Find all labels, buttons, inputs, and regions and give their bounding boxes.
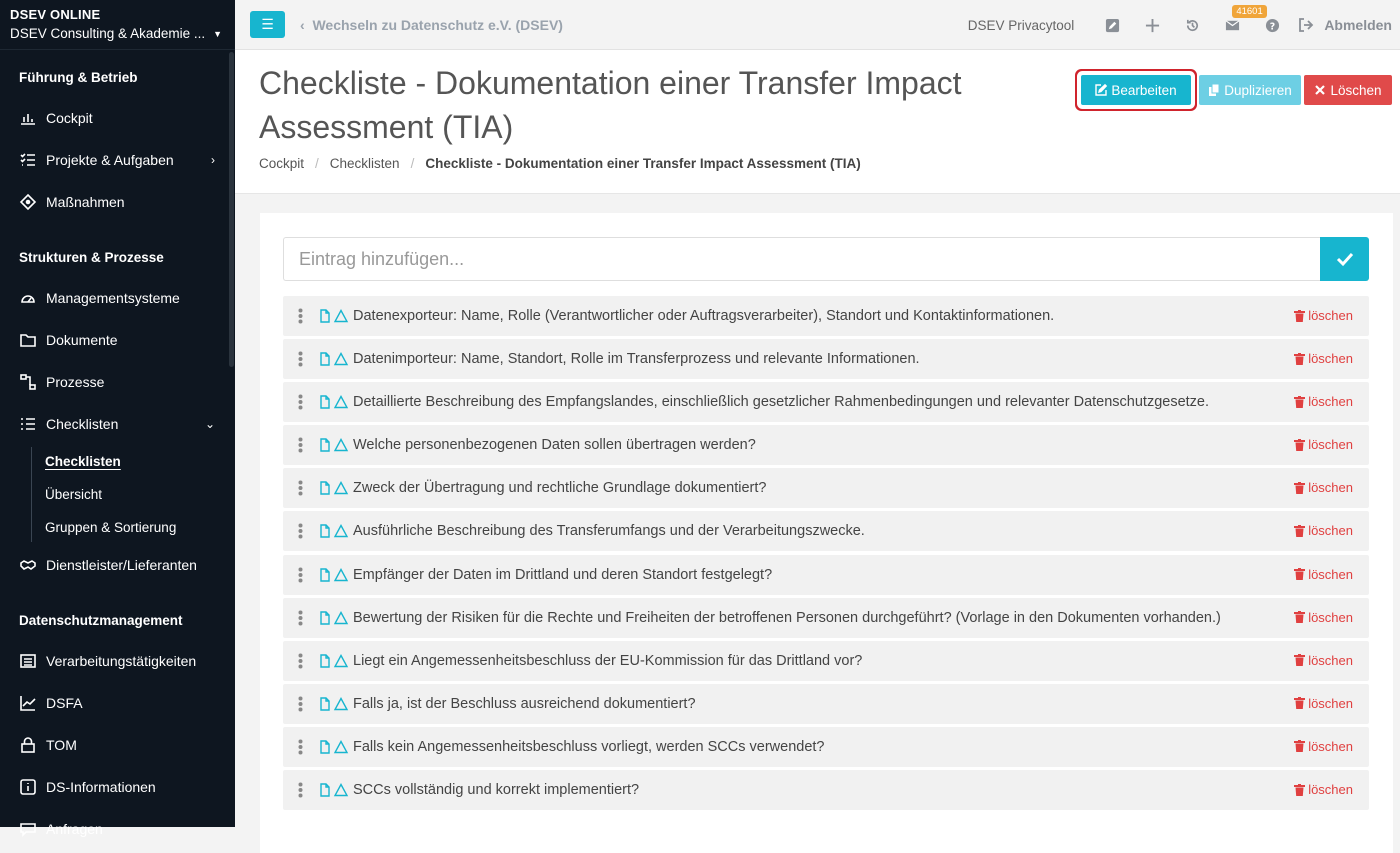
delete-item-link[interactable] bbox=[1294, 394, 1353, 409]
document-icon[interactable] bbox=[318, 395, 332, 409]
warning-triangle-icon[interactable] bbox=[334, 524, 348, 538]
edit-icon bbox=[1105, 18, 1120, 33]
logout-icon bbox=[1298, 17, 1314, 33]
checklist-item-text: SCCs vollständig und korrekt implementiert? bbox=[353, 782, 640, 799]
sidebar-item-label: Verarbeitungstätigkeiten bbox=[46, 653, 197, 669]
delete-item-label: löschen bbox=[1308, 351, 1353, 367]
copy-icon bbox=[1208, 84, 1220, 96]
checklist-item-text: Falls kein Angemessenheitsbeschluss vorliegt, werden SCCs verwendet? bbox=[353, 738, 825, 755]
topbar-actions bbox=[968, 0, 1400, 50]
checklist-item[interactable] bbox=[283, 296, 1369, 336]
checklist-items bbox=[283, 296, 1369, 813]
list-icon bbox=[19, 415, 37, 433]
delete-item-link[interactable] bbox=[1294, 739, 1353, 754]
sidebar-scrollbar[interactable] bbox=[229, 52, 234, 367]
sidebar-item-prozesse[interactable] bbox=[0, 361, 235, 403]
trash-icon bbox=[1294, 525, 1305, 537]
drag-handle-icon[interactable] bbox=[283, 696, 318, 712]
breadcrumb-separator: / bbox=[315, 156, 319, 171]
delete-item-link[interactable] bbox=[1294, 308, 1353, 323]
checklist-item-text: Detaillierte Beschreibung des Empfangslandes, einschließlich gesetzlicher Rahmenbedingungen und relevanter Datenschutzgesetze. bbox=[353, 394, 1210, 411]
edit-button-label: Bearbeiten bbox=[1111, 82, 1177, 98]
messages-button[interactable] bbox=[1212, 0, 1263, 50]
document-icon[interactable] bbox=[318, 611, 332, 625]
line-chart-icon bbox=[19, 694, 37, 712]
sidebar-item-dienstleister[interactable] bbox=[0, 544, 235, 586]
help-icon bbox=[1265, 18, 1280, 33]
drag-handle-icon[interactable] bbox=[283, 739, 318, 755]
delete-item-label: löschen bbox=[1308, 437, 1353, 453]
delete-item-label: löschen bbox=[1308, 609, 1353, 625]
sidebar-item-massnahmen[interactable] bbox=[0, 181, 235, 223]
warning-triangle-icon[interactable] bbox=[334, 740, 348, 754]
delete-item-label: löschen bbox=[1308, 652, 1353, 668]
switch-link-label: Wechseln zu Datenschutz e.V. (DSEV) bbox=[312, 16, 563, 33]
warning-triangle-icon[interactable] bbox=[334, 481, 348, 495]
plus-icon bbox=[1145, 18, 1160, 33]
warning-triangle-icon[interactable] bbox=[334, 309, 348, 323]
brand[interactable] bbox=[0, 0, 235, 50]
checklist-item[interactable] bbox=[283, 468, 1369, 508]
sidebar-item-checklisten[interactable] bbox=[0, 403, 235, 445]
delete-item-link[interactable] bbox=[1294, 523, 1353, 538]
lock-icon bbox=[19, 736, 37, 754]
edit-icon bbox=[1095, 84, 1107, 96]
delete-item-label: löschen bbox=[1308, 566, 1353, 582]
drag-handle-icon[interactable] bbox=[283, 437, 318, 453]
handshake-icon bbox=[19, 556, 37, 574]
chevron-left-icon: ‹ bbox=[300, 16, 305, 33]
sub-item-uebersicht[interactable]: Übersicht bbox=[45, 487, 103, 502]
messages-badge: 41601 bbox=[1232, 5, 1266, 18]
delete-item-link[interactable] bbox=[1294, 610, 1353, 625]
sidebar-item-label: Prozesse bbox=[46, 374, 105, 390]
checklist-item[interactable] bbox=[283, 770, 1369, 810]
delete-item-label: löschen bbox=[1308, 782, 1353, 798]
document-icon[interactable] bbox=[318, 309, 332, 323]
hamburger-icon: ☰ bbox=[261, 16, 274, 32]
warning-triangle-icon[interactable] bbox=[334, 395, 348, 409]
drag-handle-icon[interactable] bbox=[283, 610, 318, 626]
warning-triangle-icon[interactable] bbox=[334, 438, 348, 452]
sidebar-item-dokumente[interactable] bbox=[0, 319, 235, 361]
edit-note-button[interactable] bbox=[1092, 0, 1132, 50]
warning-triangle-icon[interactable] bbox=[334, 697, 348, 711]
gauge-icon bbox=[19, 289, 37, 307]
sidebar-item-label: Dokumente bbox=[46, 332, 118, 348]
envelope-icon bbox=[1225, 18, 1240, 33]
page-header bbox=[235, 50, 1400, 194]
topbar bbox=[235, 0, 1400, 50]
delete-button-label: Löschen bbox=[1330, 82, 1382, 98]
document-icon[interactable] bbox=[318, 740, 332, 754]
delete-item-link[interactable] bbox=[1294, 567, 1353, 582]
sidebar-item-label: DS-Informationen bbox=[46, 779, 156, 795]
folder-icon bbox=[19, 331, 37, 349]
add-entry-input[interactable] bbox=[283, 237, 1320, 281]
add-button[interactable] bbox=[1132, 0, 1172, 50]
checklist-item-text: Liegt ein Angemessenheitsbeschluss der EU-Kommission für das Drittland vor? bbox=[353, 652, 863, 669]
page-actions bbox=[1078, 75, 1392, 105]
checklist-item[interactable] bbox=[283, 641, 1369, 681]
checklist-item-text: Welche personenbezogenen Daten sollen übertragen werden? bbox=[353, 437, 756, 454]
warning-triangle-icon[interactable] bbox=[334, 352, 348, 366]
sidebar-item-anfragen[interactable] bbox=[0, 808, 235, 850]
trash-icon bbox=[1294, 482, 1305, 494]
sub-item-checklisten[interactable]: Checklisten bbox=[45, 454, 121, 469]
delete-item-link[interactable] bbox=[1294, 782, 1353, 797]
duplicate-button[interactable] bbox=[1199, 75, 1301, 105]
brand-title: DSEV ONLINE bbox=[10, 7, 101, 22]
checklist-item[interactable] bbox=[283, 598, 1369, 638]
drag-handle-icon[interactable] bbox=[283, 308, 318, 324]
sidebar-item-tom[interactable] bbox=[0, 724, 235, 766]
sub-item-gruppen[interactable]: Gruppen & Sortierung bbox=[45, 520, 177, 535]
warning-triangle-icon[interactable] bbox=[334, 611, 348, 625]
delete-item-label: löschen bbox=[1308, 523, 1353, 539]
delete-item-link[interactable] bbox=[1294, 437, 1353, 452]
breadcrumb-separator: / bbox=[410, 156, 415, 171]
sidebar-item-label: Cockpit bbox=[46, 110, 93, 126]
add-entry-submit-button[interactable] bbox=[1320, 237, 1369, 281]
bar-chart-icon bbox=[19, 109, 37, 127]
delete-item-label: löschen bbox=[1308, 738, 1353, 754]
history-icon bbox=[1185, 18, 1200, 33]
sidebar-item-label: Dienstleister/Lieferanten bbox=[46, 557, 197, 573]
delete-item-link[interactable] bbox=[1294, 351, 1353, 366]
document-icon[interactable] bbox=[318, 524, 332, 538]
delete-item-link[interactable] bbox=[1294, 696, 1353, 711]
checklist-item-text: Datenimporteur: Name, Standort, Rolle im Transferprozess und relevante Informationen. bbox=[353, 351, 920, 368]
sidebar-item-cockpit[interactable] bbox=[0, 97, 235, 139]
checklist-item-text: Datenexporteur: Name, Rolle (Verantwortlicher oder Auftragsverarbeiter), Standort und Kontaktinformationen. bbox=[353, 308, 1055, 324]
delete-item-link[interactable] bbox=[1294, 653, 1353, 668]
flow-icon bbox=[19, 373, 37, 391]
document-icon[interactable] bbox=[318, 352, 332, 366]
warning-triangle-icon[interactable] bbox=[334, 568, 348, 582]
chat-icon bbox=[19, 820, 37, 838]
organization-name: DSEV Consulting & Akademie ... bbox=[10, 26, 206, 41]
sidebar bbox=[0, 0, 235, 837]
history-button[interactable] bbox=[1172, 0, 1212, 50]
drag-handle-icon[interactable] bbox=[283, 351, 318, 367]
edit-button[interactable] bbox=[1081, 75, 1191, 105]
checklist-item[interactable] bbox=[283, 339, 1369, 379]
tool-name: DSEV Privacytool bbox=[967, 17, 1075, 33]
delete-button[interactable] bbox=[1304, 75, 1392, 105]
document-icon[interactable] bbox=[318, 697, 332, 711]
checklist-card bbox=[260, 213, 1393, 853]
document-icon[interactable] bbox=[318, 654, 332, 668]
trash-icon bbox=[1294, 740, 1305, 752]
sidebar-item-verarbeitung[interactable] bbox=[0, 640, 235, 682]
organization-switcher[interactable] bbox=[10, 26, 225, 41]
checklist-item[interactable] bbox=[283, 382, 1369, 422]
sidebar-item-label: TOM bbox=[46, 737, 77, 753]
breadcrumb-current: Checkliste - Dokumentation einer Transfer Impact Assessment (TIA) bbox=[425, 156, 861, 171]
section-datenschutz: Datenschutzmanagement bbox=[19, 612, 183, 628]
checklist-item-text: Bewertung der Risiken für die Rechte und Freiheiten der betroffenen Personen durchgeführt? (Vorlage in den Dokumenten vorhanden.) bbox=[353, 609, 1221, 626]
breadcrumb-checklisten[interactable]: Checklisten bbox=[329, 156, 400, 171]
trash-icon bbox=[1294, 353, 1305, 365]
duplicate-button-label: Duplizieren bbox=[1224, 82, 1292, 98]
close-icon bbox=[1314, 84, 1326, 96]
drag-handle-icon[interactable] bbox=[283, 567, 318, 583]
add-entry-row bbox=[283, 237, 1369, 281]
document-icon[interactable] bbox=[318, 783, 332, 797]
sidebar-item-label: Managementsysteme bbox=[46, 290, 180, 306]
chevron-right-icon: › bbox=[211, 153, 215, 167]
chevron-down-icon: ⌄ bbox=[204, 417, 215, 431]
sidebar-item-label: Checklisten bbox=[46, 416, 119, 432]
logout-label: Abmelden bbox=[1324, 17, 1392, 33]
checklist-item-text: Falls ja, ist der Beschluss ausreichend dokumentiert? bbox=[353, 695, 696, 712]
drag-handle-icon[interactable] bbox=[283, 480, 318, 496]
sidebar-item-label: Anfragen bbox=[46, 821, 103, 837]
drag-handle-icon[interactable] bbox=[283, 653, 318, 669]
section-strukturen: Strukturen & Prozesse bbox=[19, 249, 164, 265]
switch-organization-link[interactable] bbox=[300, 17, 563, 33]
sidebar-item-projekte[interactable] bbox=[0, 139, 235, 181]
trash-icon bbox=[1294, 396, 1305, 408]
sidebar-item-label: DSFA bbox=[46, 695, 83, 711]
sidebar-item-dsfa[interactable] bbox=[0, 682, 235, 724]
delete-item-label: löschen bbox=[1308, 695, 1353, 711]
sidebar-item-managementsysteme[interactable] bbox=[0, 277, 235, 319]
info-icon bbox=[19, 778, 37, 796]
svg-text:?: ? bbox=[1269, 20, 1276, 32]
logout-button[interactable] bbox=[1298, 17, 1392, 33]
document-icon[interactable] bbox=[318, 481, 332, 495]
sidebar-item-dsinfo[interactable] bbox=[0, 766, 235, 808]
trash-icon bbox=[1294, 568, 1305, 580]
menu-toggle-button[interactable] bbox=[250, 11, 285, 38]
breadcrumb bbox=[259, 156, 861, 171]
breadcrumb-cockpit[interactable]: Cockpit bbox=[259, 156, 305, 171]
checklist-item-text: Zweck der Übertragung und rechtliche Grundlage dokumentiert? bbox=[353, 480, 767, 497]
sidebar-item-label: Projekte & Aufgaben bbox=[46, 152, 174, 168]
drag-handle-icon[interactable] bbox=[283, 782, 318, 798]
diamond-icon bbox=[19, 193, 37, 211]
warning-triangle-icon[interactable] bbox=[334, 654, 348, 668]
document-icon[interactable] bbox=[318, 438, 332, 452]
trash-icon bbox=[1294, 310, 1305, 322]
drag-handle-icon[interactable] bbox=[283, 394, 318, 410]
section-fuehrung: Führung & Betrieb bbox=[19, 69, 138, 85]
delete-item-label: löschen bbox=[1308, 480, 1353, 496]
help-button[interactable] bbox=[1252, 0, 1292, 50]
drag-handle-icon[interactable] bbox=[283, 523, 318, 539]
trash-icon bbox=[1294, 697, 1305, 709]
trash-icon bbox=[1294, 654, 1305, 666]
delete-item-label: löschen bbox=[1308, 308, 1353, 323]
checklist-item[interactable] bbox=[283, 425, 1369, 465]
task-list-icon bbox=[19, 151, 37, 169]
checklisten-submenu bbox=[0, 445, 235, 544]
checklist-item-text: Empfänger der Daten im Drittland und deren Standort festgelegt? bbox=[353, 566, 773, 583]
checklist-item[interactable] bbox=[283, 727, 1369, 767]
caret-down-icon: ▼ bbox=[213, 28, 223, 39]
checklist-item-text: Ausführliche Beschreibung des Transferumfangs und der Verarbeitungszwecke. bbox=[353, 523, 865, 540]
trash-icon bbox=[1294, 784, 1305, 796]
checklist-item[interactable] bbox=[283, 511, 1369, 551]
document-icon[interactable] bbox=[318, 568, 332, 582]
trash-icon bbox=[1294, 439, 1305, 451]
page-title: Checkliste - Dokumentation einer Transfer Impact Assessment (TIA) bbox=[259, 65, 962, 145]
checklist-item[interactable] bbox=[283, 555, 1369, 595]
checklist-item[interactable] bbox=[283, 684, 1369, 724]
trash-icon bbox=[1294, 611, 1305, 623]
check-icon bbox=[1336, 250, 1354, 268]
warning-triangle-icon[interactable] bbox=[334, 783, 348, 797]
delete-item-link[interactable] bbox=[1294, 480, 1353, 495]
table-list-icon bbox=[19, 652, 37, 670]
sidebar-item-label: Maßnahmen bbox=[46, 194, 125, 210]
delete-item-label: löschen bbox=[1308, 394, 1353, 410]
